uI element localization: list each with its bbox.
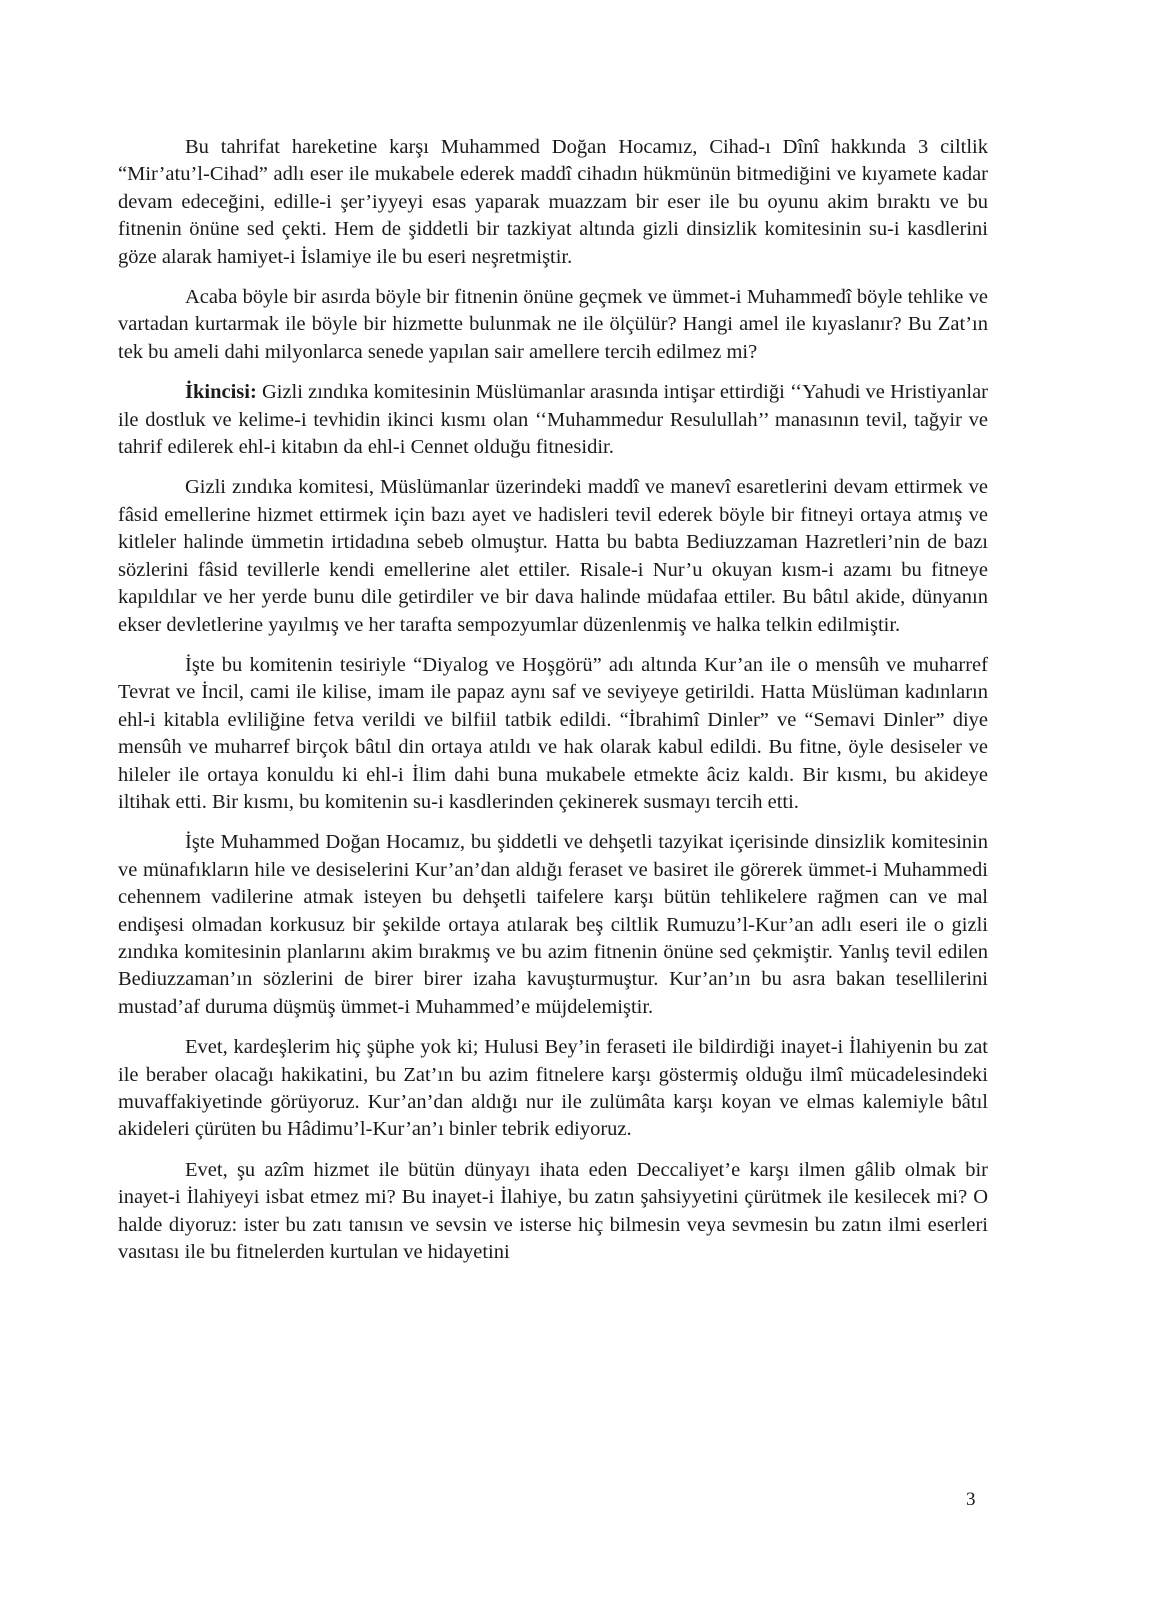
body-text [118,134,988,1266]
page-number: 3 [966,1489,976,1510]
paragraph-lead: İkincisi: [185,381,257,404]
paragraph-6: İşte Muhammed Doğan Hocamız, bu şiddetli ve dehşetli tazyikat içerisinde dinsizlik komitesinin ve münafıkların hile ve desiselerini Kur’an’dan aldığı feraset ve basiret ile görerek ümmet-i Muhammedi cehennem vadilerine atmak isteyen bu dehşetli taifelere karşı bütün tehlikelere rağmen can ve mal endişesi olmadan korkusuz bir şekilde ortaya atılarak beş ciltlik Rumuzu’l-Kur’an adlı eseri ile o gizli zındıka komitesinin planlarını akim bırakmış ve bu azim fitnenin önüne sed çekmiştir. Yanlış tevil edilen Bediuzzaman’ın sözlerini de birer birer izaha kavuşturmuştur. Kur’an’ın bu asra bakan tesellilerini mustad’af duruma düşmüş ümmet-i Muhammed’e müjdelemiştir. [118,831,988,1018]
paragraph-1: Bu tahrifat hareketine karşı Muhammed Doğan Hocamız, Cihad-ı Dînî hakkında 3 ciltlik “Mir’atu’l-Cihad” adlı eser ile mukabele ederek maddî cihadın hükmünün bitmediğini ve kıyamete kadar devam edeceğini, edille-i şer’iyyeyi esas yaparak muazzam bir eser ile bu oyunu akim bıraktı ve bu fitnenin önüne sed çekti. Hem de şiddetli bir tazkiyat altında gizli dinsizlik komitesinin su-i kasdlerini göze alarak hamiyet-i İslamiye ile bu eseri neşretmiştir. [118,136,988,268]
paragraph-4: Gizli zındıka komitesi, Müslümanlar üzerindeki maddî ve manevî esaretlerini devam ettirmek ve fâsid emellerine hizmet ettirmek için bazı ayet ve hadisleri tevil ederek böyle bir fitneyi ortaya atmış ve kitleler halinde ümmetin irtidadına sebeb olmuştur. Hatta bu babta Bediuzzaman Hazretleri’nin de bazı sözlerini fâsid tevillerle kendi emellerine alet ettiler. Risale-i Nur’u okuyan kısm-i azamı bu fitneye kapıldılar ve her yerde bunu dile getirdiler ve bir dava halinde müdafaa ettiler. Bu bâtıl akide, dünyanın ekser devletlerine yayılmış ve her tarafta sempozyumlar düzenlenmiş ve halka telkin edilmiştir. [118,476,988,636]
paragraph-3: İkincisi: Gizli zındıka komitesinin Müslümanlar arasında intişar ettirdiği ‘‘Yahudi ve Hristiyanlar ile dostluk ve kelime-i tevhidin ikinci kısmı olan ‘‘Muhammedur Resulullah’’ manasının tevil, tağyir ve tahrif edilerek ehl-i kitabın da ehl-i Cennet olduğu fitnesidir. [118,381,988,459]
paragraph-8: Evet, şu azîm hizmet ile bütün dünyayı ihata eden Deccaliyet’e karşı ilmen gâlib olmak bir inayet-i İlahiyeyi isbat etmez mi? Bu inayet-i İlahiye, bu zatın şahsiyyetini çürütmek ile kesilecek mi? O halde diyoruz: ister bu zatı tanısın ve sevsin ve isterse hiç bilmesin veya sevmesin bu zatın ilmi eserleri vasıtası ile bu fitnelerden kurtulan ve hidayetini [118,1158,988,1264]
paragraph-2: Acaba böyle bir asırda böyle bir fitnenin önüne geçmek ve ümmet-i Muhammedî böyle tehlike ve vartadan kurtarmak ile böyle bir hizmette bulunmak ne ile ölçülür? Hangi amel ile kıyaslanır? Bu Zat’ın tek bu ameli dahi milyonlarca senede yapılan sair amellere tercih edilmez mi? [118,286,988,363]
paragraph-7: Evet, kardeşlerim hiç şüphe yok ki; Hulusi Bey’in feraseti ile bildirdiği inayet-i İlahiyenin bu zat ile beraber olacağı hakikatini, bu Zat’ın bu azim fitnelere karşı göstermiş olduğu ilmî mücadelesindeki muvaffakiyetinde görüyoruz. Kur’an’dan aldığı nur ile zulümâta karşı koyan ve elmas kalemiyle bâtıl akideleri çürüten bu Hâdimu’l-Kur’an’ı binler tebrik ediyoruz. [118,1036,988,1141]
paragraph-5: İşte bu komitenin tesiriyle “Diyalog ve Hoşgörü” adı altında Kur’an ile o mensûh ve muharref Tevrat ve İncil, cami ile kilise, imam ile papaz aynı saf ve seviyeye getirildi. Hatta Müslüman kadınların ehl-i kitabla evliliğine fetva verildi ve bilfiil tatbik edildi. “İbrahimî Dinler” ve “Semavi Dinler” diye mensûh ve muharref birçok bâtıl din ortaya atıldı ve hak olarak kabul edildi. Bu fitne, öyle desiseler ve hileler ile ortaya konuldu ki ehl-i İlim dahi buna mukabele etmekte âciz kaldı. Bir kısmı, bu akideye iltihak etti. Bir kısmı, bu komitenin su-i kasdlerinden çekinerek susmayı tercih etti. [118,653,988,813]
